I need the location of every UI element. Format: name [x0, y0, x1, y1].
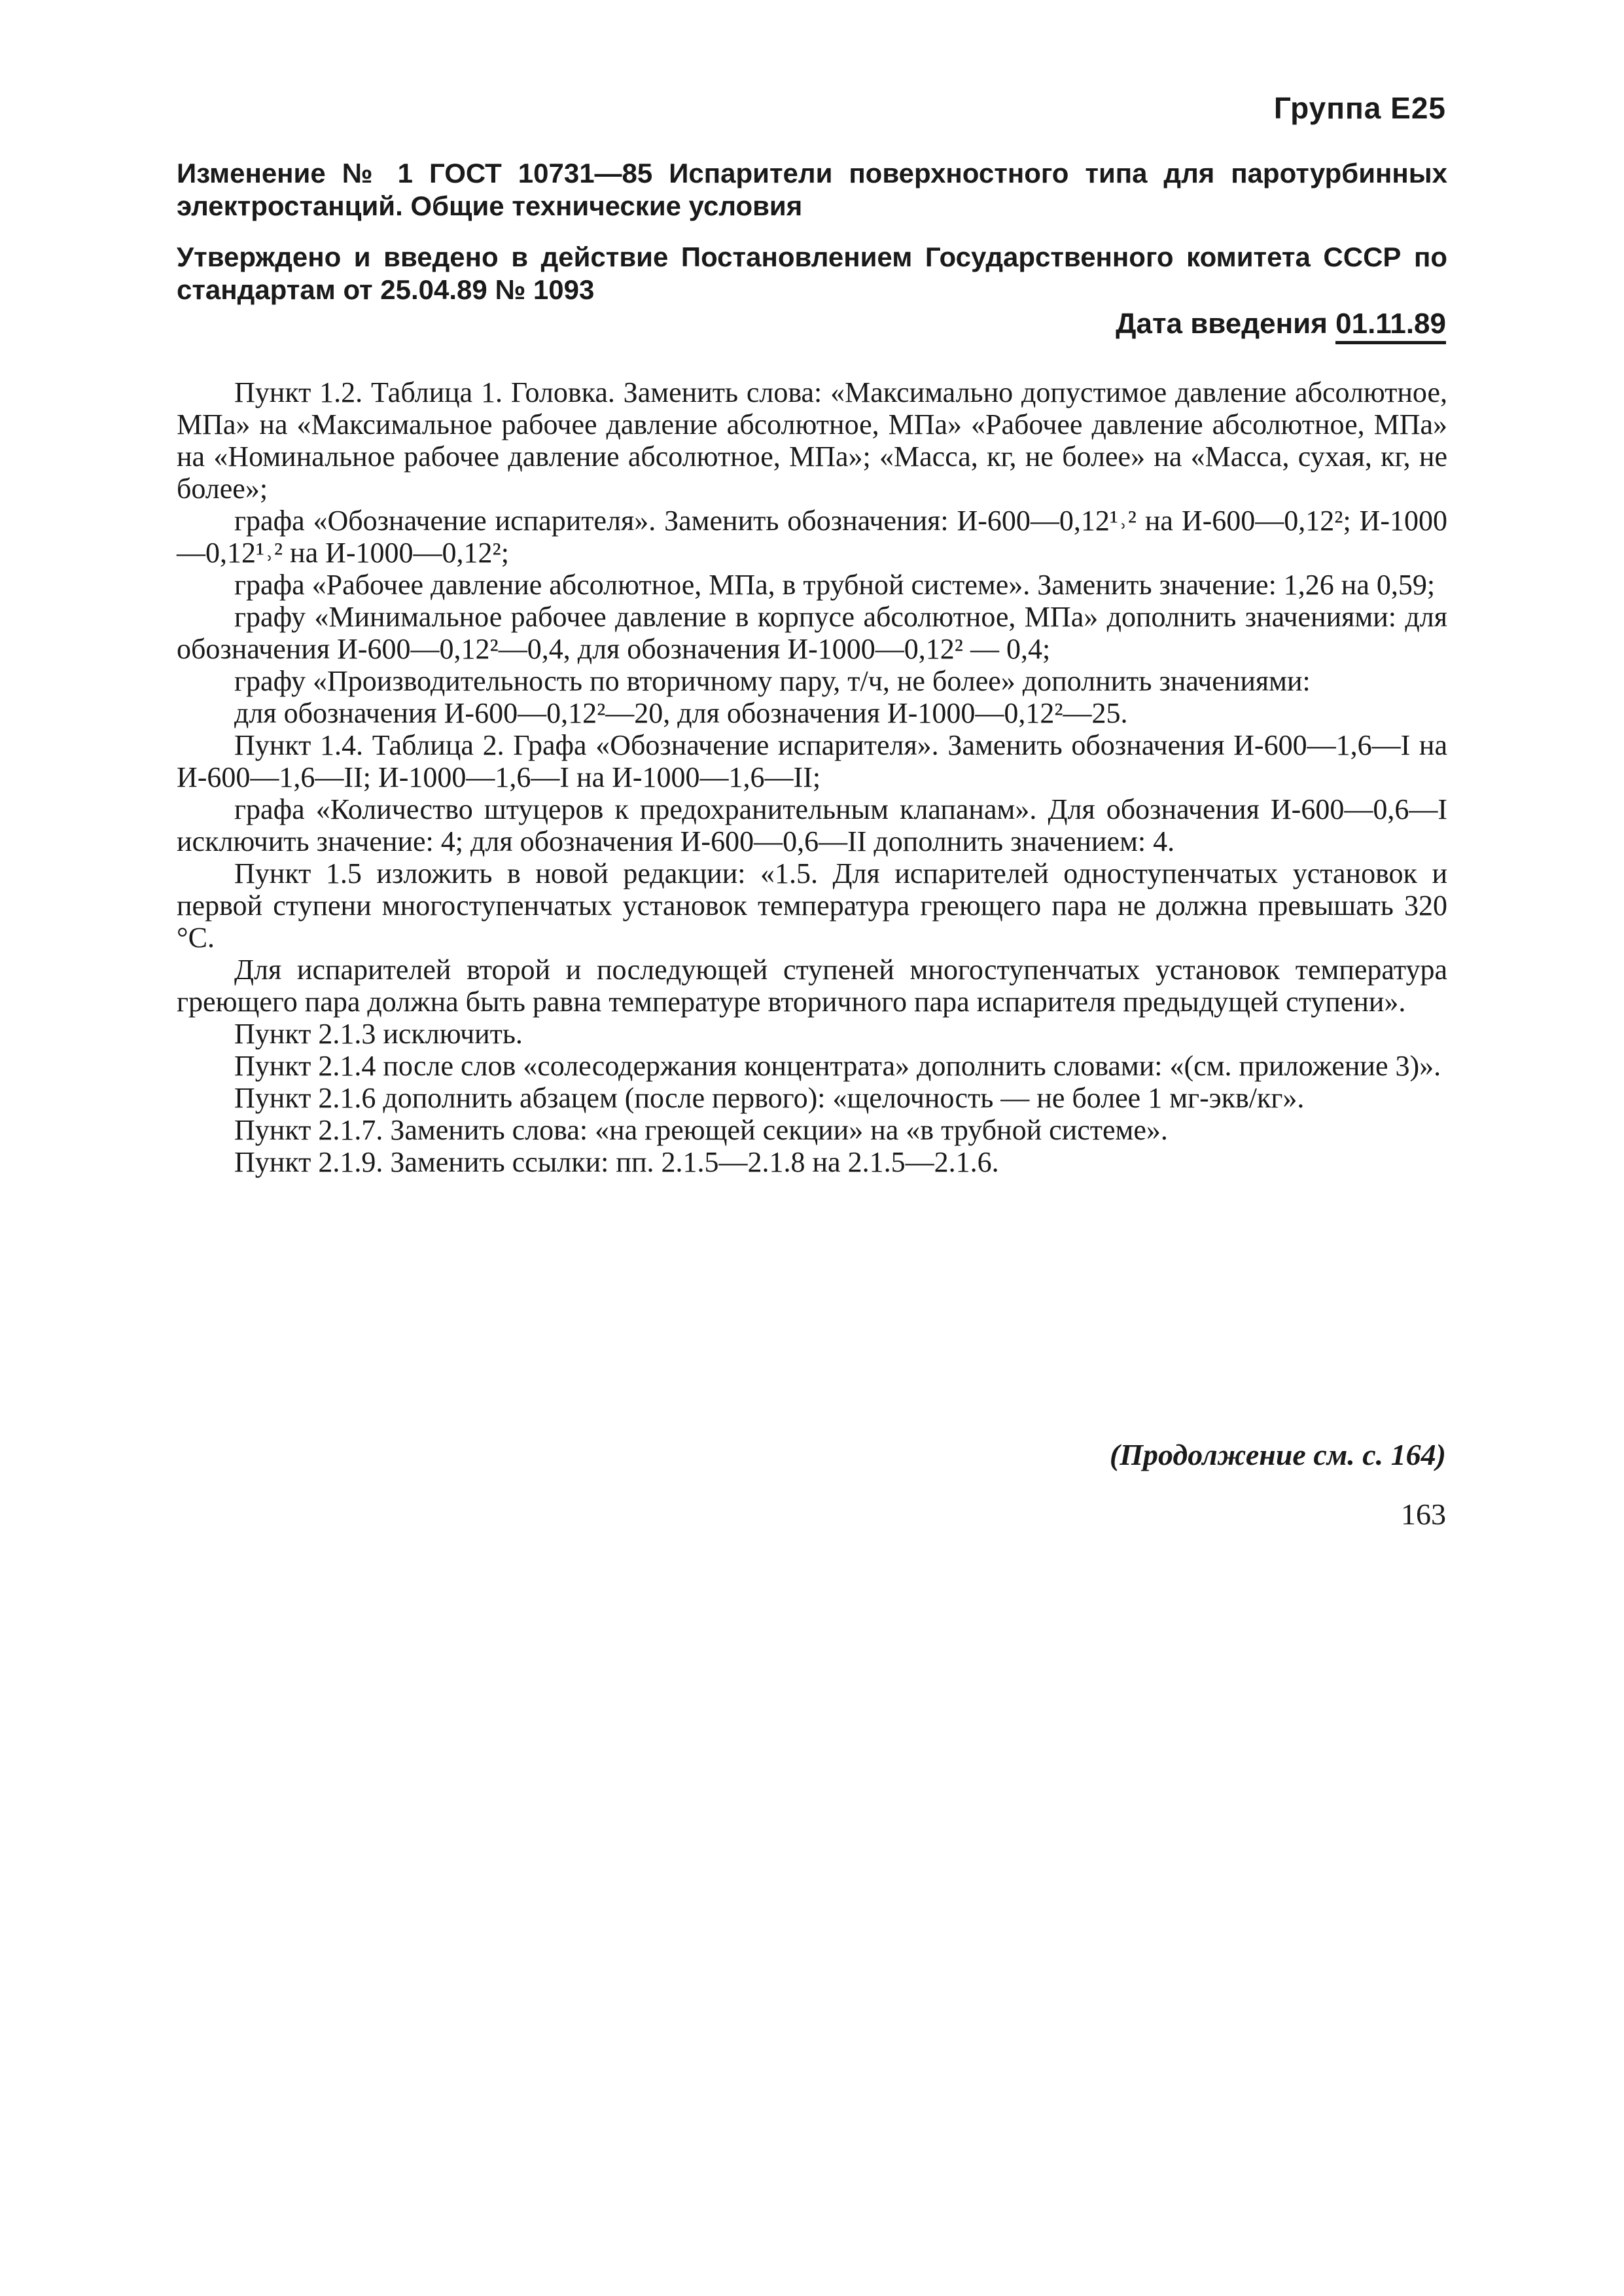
group-label: Группа Е25 — [1273, 91, 1446, 125]
paragraph: графу «Минимальное рабочее давление в корпусе абсолютное, МПа» дополнить значениями: для обозначения И-600—0,12²—0,4, для обозначения И-1000—0,12² — 0,4; — [177, 601, 1447, 665]
body-text — [177, 376, 1447, 1178]
paragraph: Пункт 2.1.7. Заменить слова: «на греющей секции» на «в трубной системе». — [234, 1114, 1168, 1146]
paragraph: для обозначения И-600—0,12²—20, для обозначения И-1000—0,12²—25. — [234, 697, 1128, 729]
paragraph: Пункт 2.1.9. Заменить ссылки: пп. 2.1.5—2.1.8 на 2.1.5—2.1.6. — [234, 1146, 999, 1178]
paragraph: Для испарителей второй и последующей ступеней многоступенчатых установок температура греющего пара должна быть равна температуре вторичного пара испарителя предыдущей ступени». — [177, 954, 1447, 1018]
date-label: Дата введения — [1116, 308, 1328, 340]
approval-statement: Утверждено и введено в действие Постановлением Государственного комитета СССР по стандартам от 25.04.89 № 1093 — [177, 242, 1447, 305]
continuation-note: (Продолжение см. с. 164) — [1109, 1438, 1446, 1471]
paragraph: графа «Рабочее давление абсолютное, МПа, в трубной системе». Заменить значение: 1,26 на 0,59; — [234, 569, 1436, 601]
paragraph: Пункт 1.4. Таблица 2. Графа «Обозначение испарителя». Заменить обозначения И-600—1,6—I на И-600—1,6—II; И-1000—1,6—I на И-1000—1,6—II; — [177, 729, 1447, 793]
paragraph: Пункт 2.1.3 исключить. — [234, 1018, 523, 1050]
page-number: 163 — [1401, 1498, 1446, 1531]
paragraph: графа «Обозначение испарителя». Заменить обозначения: И-600—0,12¹˒² на И-600—0,12²; И-1000—0,12¹˒² на И-1000—0,12²; — [177, 505, 1447, 569]
paragraph: графа «Количество штуцеров к предохранительным клапанам». Для обозначения И-600—0,6—I исключить значение: 4; для обозначения И-600—0,6—II дополнить значением: 4. — [177, 793, 1447, 857]
paragraph: Пункт 1.5 изложить в новой редакции: «1.5. Для испарителей одноступенчатых установок и первой ступени многоступенчатых установок температура греющего пара не должна превышать 320 °С. — [177, 857, 1447, 954]
paragraph: Пункт 2.1.4 после слов «солесодержания концентрата» дополнить словами: «(см. приложение 3)». — [234, 1050, 1441, 1082]
paragraph: графу «Производительность по вторичному пару, т/ч, не более» дополнить значениями: — [234, 665, 1311, 697]
date-value: 01.11.89 — [1335, 308, 1446, 344]
change-title: Изменение № 1 ГОСТ 10731—85 Испарители поверхностного типа для паротурбинных электростанций. Общие технические условия — [177, 158, 1447, 221]
paragraph: Пункт 2.1.6 дополнить абзацем (после первого): «щелочность — не более 1 мг-экв/кг». — [234, 1082, 1305, 1114]
introduction-date — [1116, 308, 1446, 340]
paragraph: Пункт 1.2. Таблица 1. Головка. Заменить слова: «Максимально допустимое давление абсолютное, МПа» на «Максимальное рабочее давление абсолютное, МПа» «Рабочее давление абсолютное, МПа» на «Номинальное рабочее давление абсолютное, МПа»; «Масса, кг, не более» на «Масса, сухая, кг, не более»; — [177, 376, 1447, 505]
